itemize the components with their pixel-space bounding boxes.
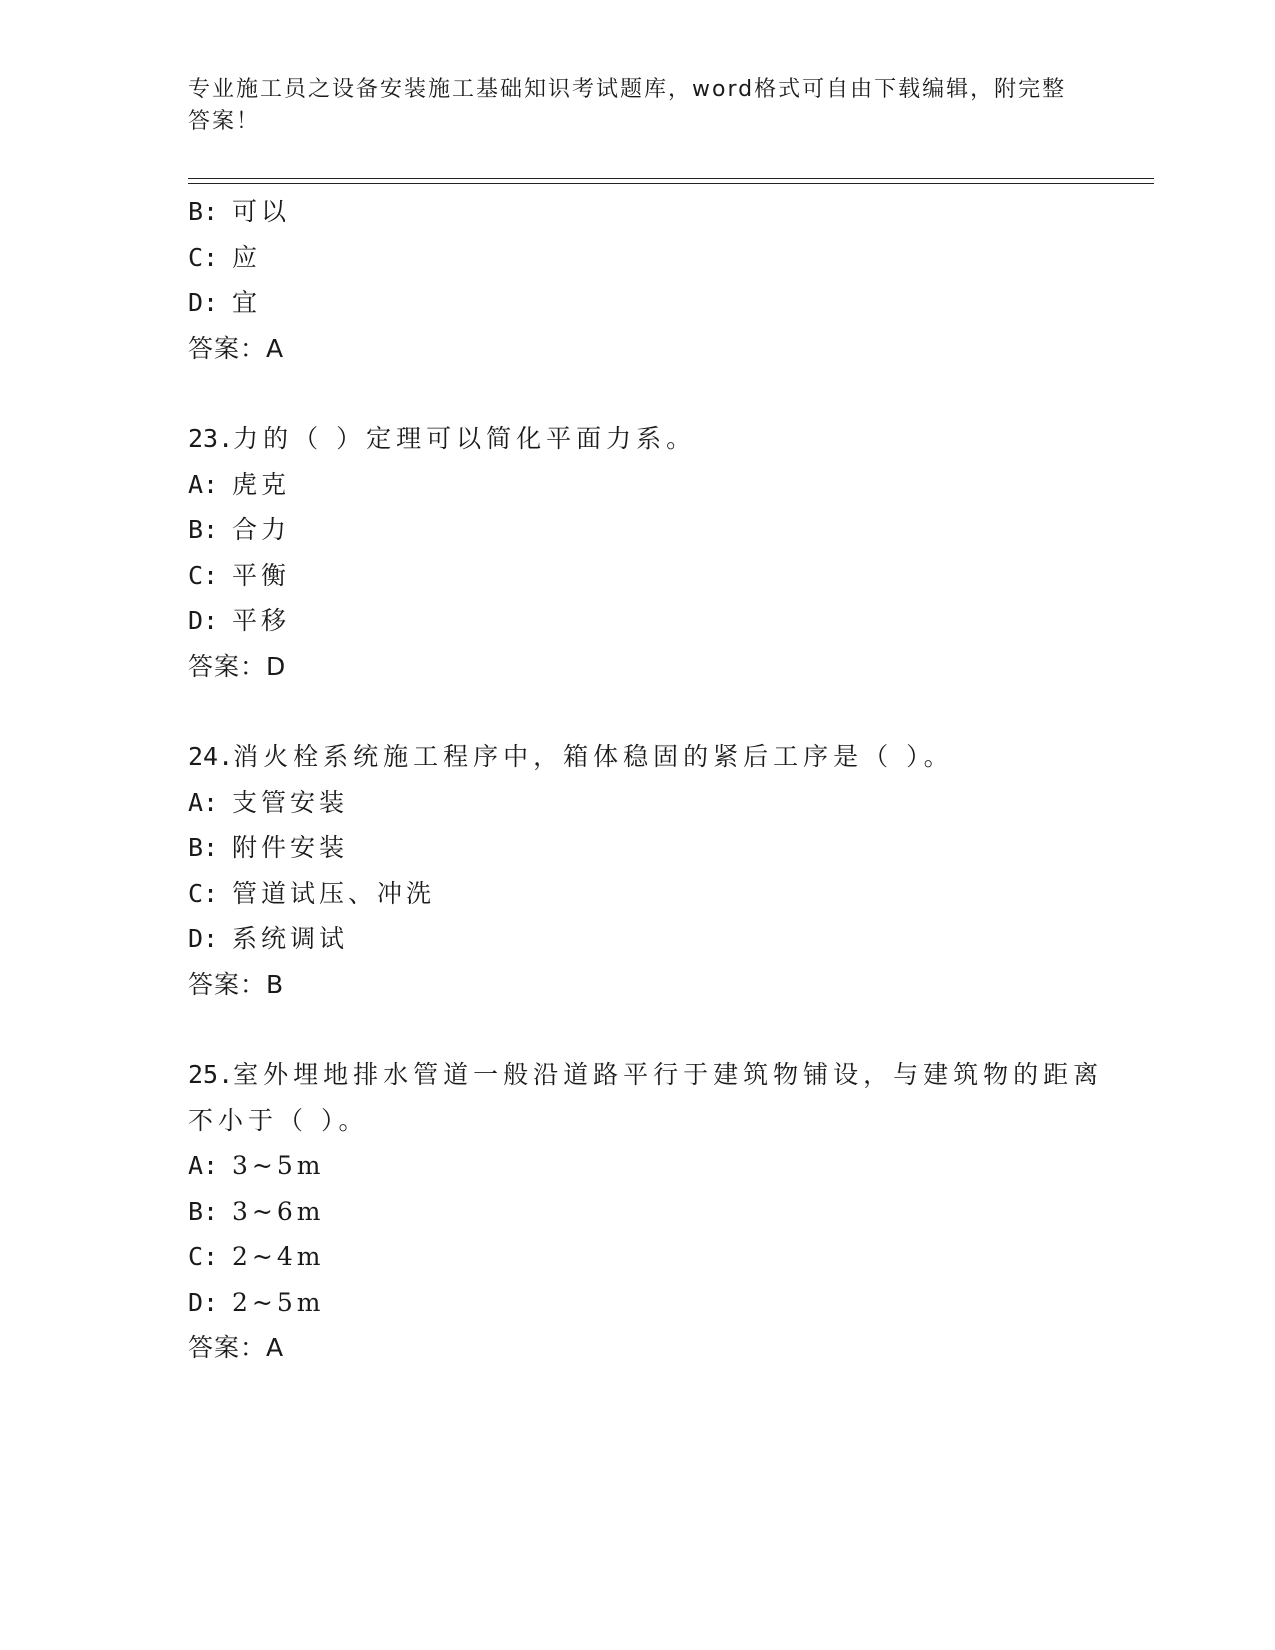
option-row: B: 3~6m: [188, 1196, 325, 1226]
option-row: D: 系统调试: [188, 924, 349, 953]
question-stem: 24.消火栓系统施工程序中，箱体稳固的紧后工序是（ ）。: [188, 742, 954, 771]
header-rule-bottom: [188, 183, 1154, 184]
option-row: C: 应: [188, 242, 262, 272]
answer-line: 答案：B: [188, 969, 285, 999]
option-text: 3~5m: [232, 1151, 325, 1180]
option-text: 可以: [232, 197, 291, 226]
option-text: 系统调试: [232, 924, 349, 953]
option-text: 附件安装: [232, 833, 349, 862]
option-text: 2~5m: [232, 1287, 325, 1317]
option-text: 管道试压、冲洗: [232, 878, 436, 908]
option-text: 2~4m: [232, 1242, 325, 1271]
question-stem: 23.力的（ ）定理可以简化平面力系。: [188, 424, 697, 453]
option-text: 平衡: [232, 560, 291, 590]
question-number: 23.: [188, 424, 234, 453]
option-row: A: 3~5m: [188, 1151, 325, 1180]
option-row: B: 合力: [188, 515, 291, 544]
option-row: C: 平衡: [188, 560, 291, 590]
option-text: 宜: [232, 288, 262, 317]
question-number: 25.: [188, 1060, 234, 1089]
option-row: C: 管道试压、冲洗: [188, 878, 436, 908]
question-block-23: [188, 416, 1088, 689]
option-row: B: 附件安装: [188, 833, 349, 862]
answer-line: 答案：D: [188, 651, 287, 681]
question-block-24: [188, 734, 1088, 1007]
option-text: 合力: [232, 515, 291, 544]
option-text: 应: [232, 242, 262, 272]
option-row: C: 2~4m: [188, 1242, 325, 1271]
question-list: [188, 189, 1104, 1371]
question-block-22: [188, 189, 1088, 371]
answer-line: 答案：A: [188, 1333, 285, 1362]
option-text: 3~6m: [232, 1196, 325, 1226]
option-row: A: 虎克: [188, 469, 291, 499]
header-rule-top: [188, 178, 1154, 179]
document-header: 专业施工员之设备安装施工基础知识考试题库，word格式可自由下载编辑，附完整答案！: [188, 77, 1067, 134]
option-text: 平移: [232, 606, 291, 635]
option-row: A: 支管安装: [188, 787, 349, 817]
option-row: B: 可以: [188, 197, 291, 226]
answer-line: 答案：A: [188, 333, 285, 363]
question-block-25: [188, 1052, 1104, 1371]
option-row: D: 宜: [188, 288, 262, 317]
option-row: D: 平移: [188, 606, 291, 635]
option-row: D: 2~5m: [188, 1287, 325, 1317]
option-text: 支管安装: [232, 787, 349, 817]
question-number: 24.: [188, 742, 234, 771]
option-text: 虎克: [232, 469, 291, 499]
question-stem-continued: 不小于（ ）。: [188, 1105, 369, 1135]
question-stem: 25.室外埋地排水管道一般沿道路平行于建筑物铺设，与建筑物的距离: [188, 1060, 1104, 1089]
